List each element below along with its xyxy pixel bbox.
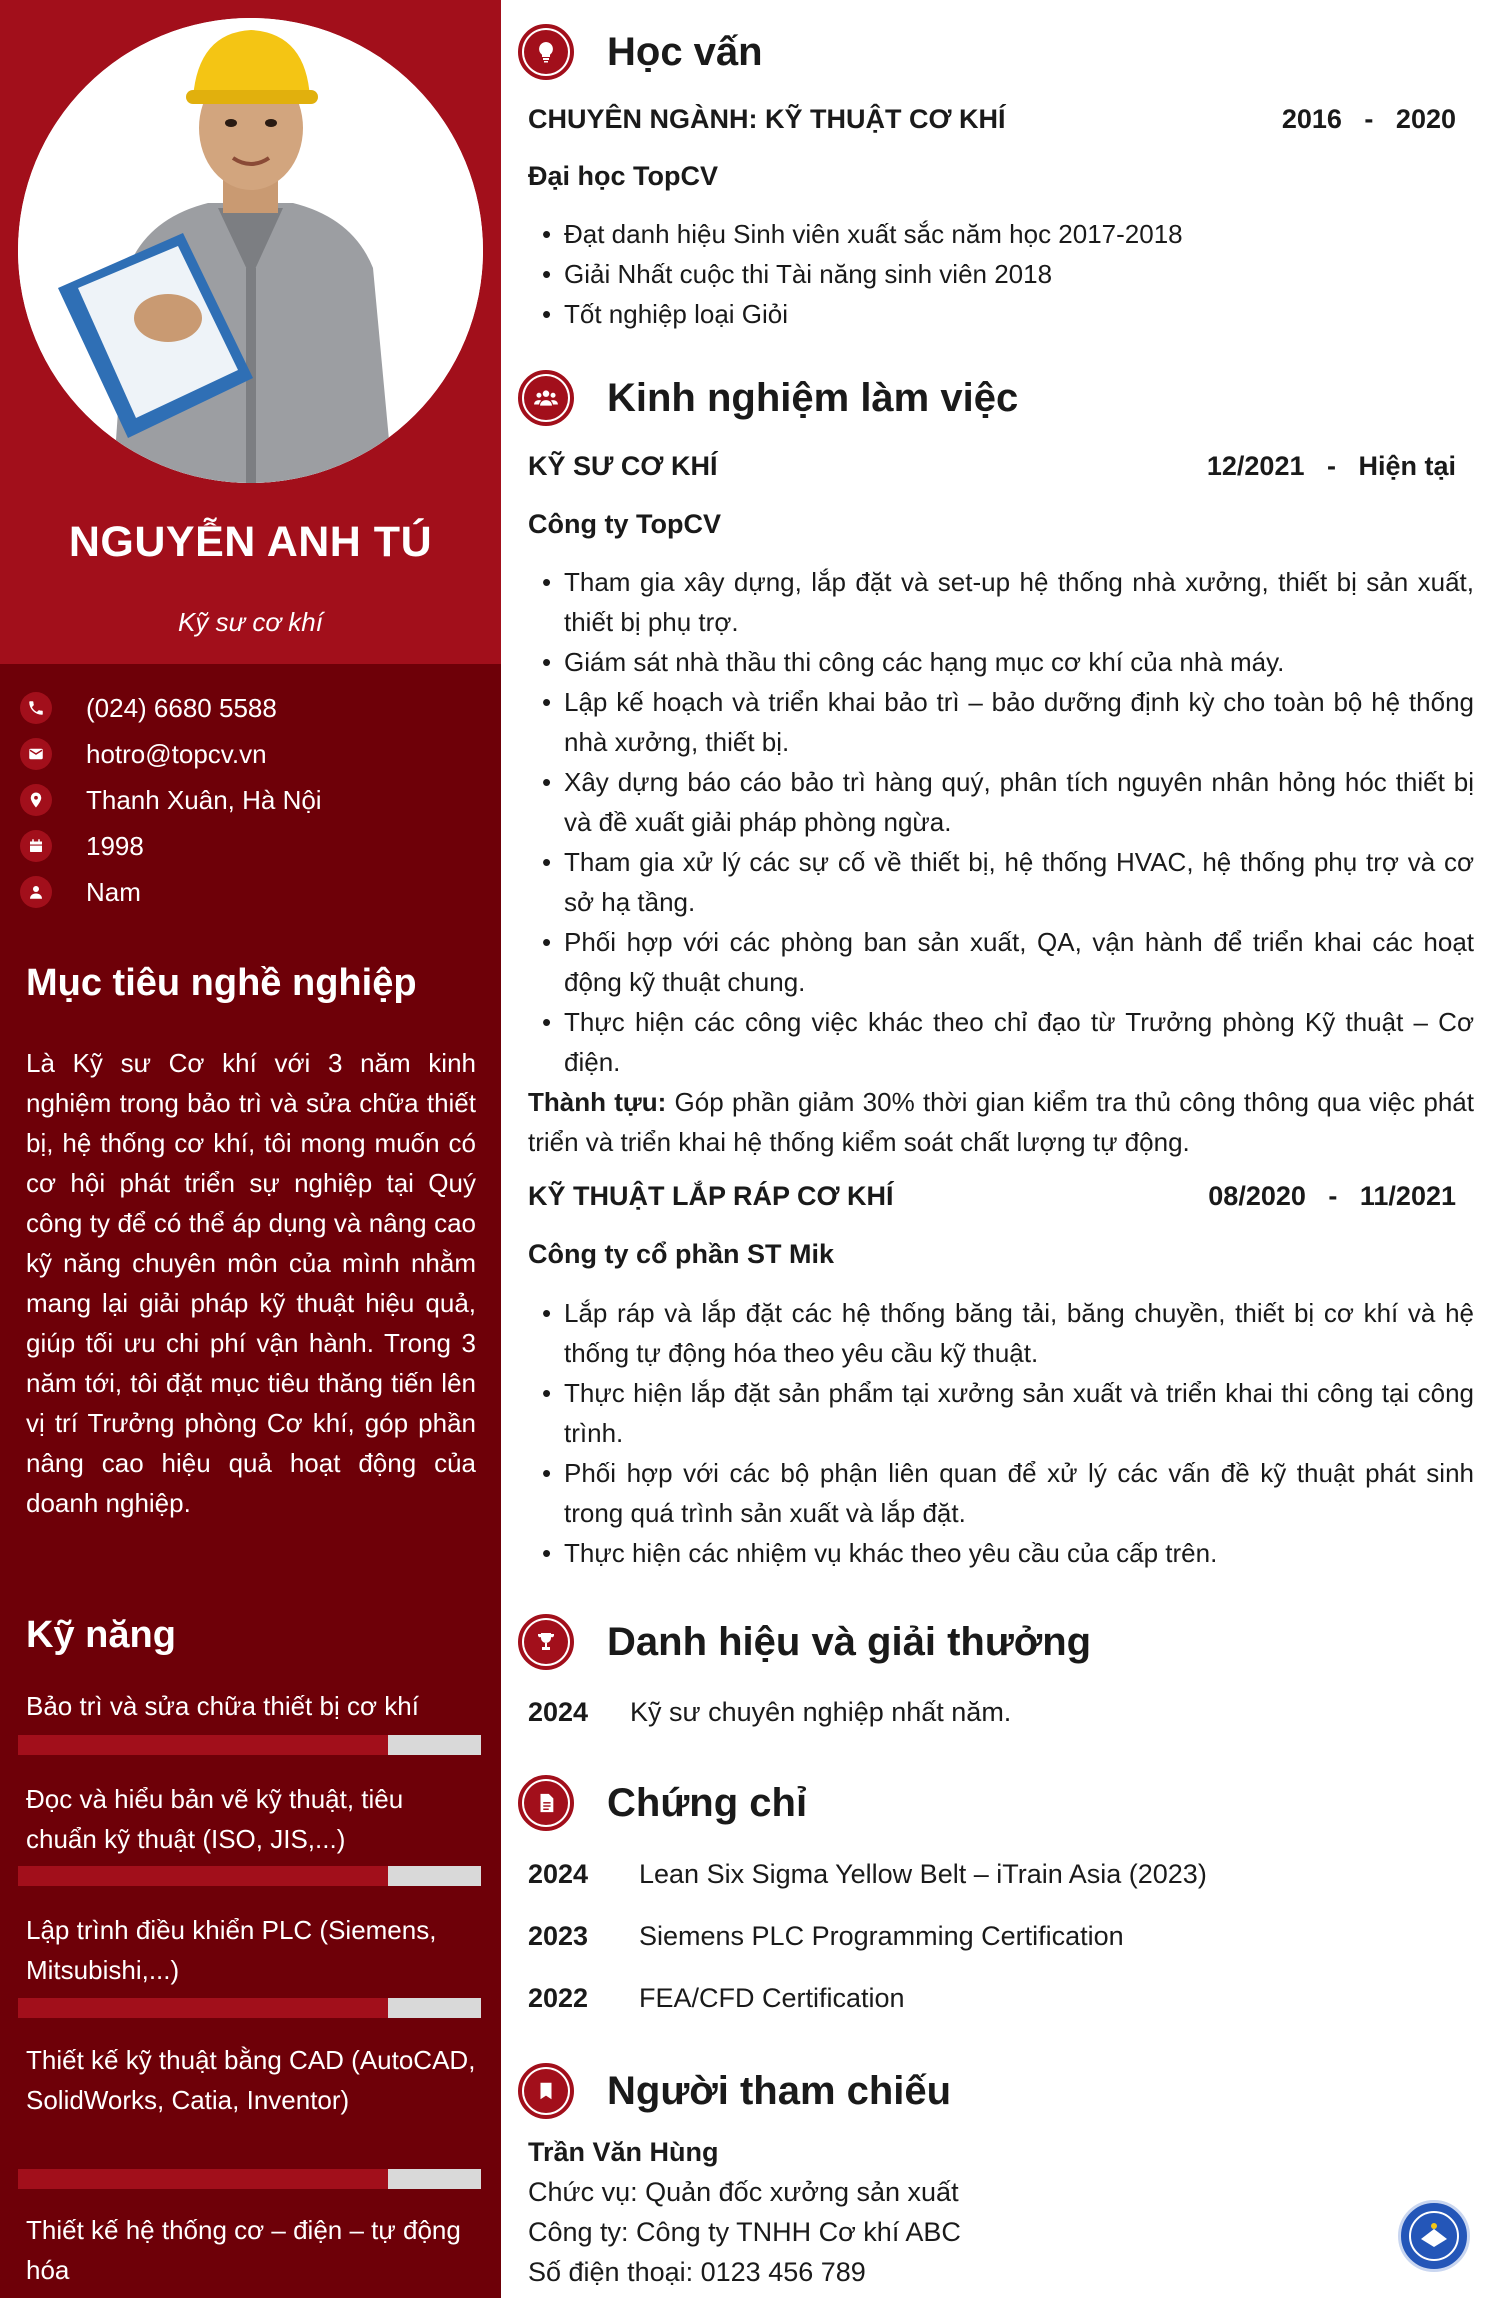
list-item: • Xây dựng báo cáo bảo trì hàng quý, phân tích nguyên nhân hỏng hóc thiết bị và đề xuất giải pháp phòng ngừa. xyxy=(540,762,1474,842)
education-school: Đại học TopCV xyxy=(528,161,719,191)
awards-heading: Danh hiệu và giải thưởng xyxy=(607,1620,1092,1664)
certificate-year: 2022 xyxy=(528,1983,589,2013)
awards-section-icon xyxy=(518,1614,574,1670)
list-item: • Phối hợp với các bộ phận liên quan để xử lý các vấn đề kỹ thuật phát sinh trong quá trình sản xuất và lắp đặt. xyxy=(540,1453,1474,1533)
objective-heading: Mục tiêu nghề nghiệp xyxy=(26,962,417,1004)
job-company: Công ty cổ phần ST Mik xyxy=(528,1239,835,1269)
skill-name: Bảo trì và sửa chữa thiết bị cơ khí xyxy=(26,1691,419,1721)
skill-level-bar xyxy=(18,2169,481,2189)
reference-name: Trần Văn Hùng xyxy=(528,2137,719,2167)
phone-icon xyxy=(20,692,52,724)
award-text: Kỹ sư chuyên nghiệp nhất năm. xyxy=(630,1697,1012,1727)
email-text: hotro@topcv.vn xyxy=(86,738,267,769)
list-item: • Giám sát nhà thầu thi công các hạng mục cơ khí của nhà máy. xyxy=(540,642,1474,682)
certificate-text: Lean Six Sigma Yellow Belt – iTrain Asia (2023) xyxy=(639,1859,1207,1889)
skill-level-bar xyxy=(18,1735,481,1755)
candidate-job-title: Kỹ sư cơ khí xyxy=(178,607,323,637)
education-bullets xyxy=(540,214,1474,334)
bookmark-icon xyxy=(524,2069,568,2113)
skill-name: Lập trình điều khiển PLC (Siemens, Mitsubishi,...) xyxy=(26,1915,437,1985)
skill-name: Đọc và hiểu bản vẽ kỹ thuật, tiêu chuẩn kỹ thuật (ISO, JIS,...) xyxy=(26,1784,404,1854)
reference-position: Chức vụ: Quản đốc xưởng sản xuất xyxy=(528,2177,959,2207)
user-icon xyxy=(20,876,52,908)
job-achievement xyxy=(528,1082,1474,1162)
phone-text: (024) 6680 5588 xyxy=(86,692,277,723)
engineer-photo xyxy=(18,18,483,483)
job-dates: 08/2020 - 11/2021 xyxy=(1208,1181,1456,1211)
birth-year-text: 1998 xyxy=(86,830,144,861)
skill-level-fill xyxy=(18,2169,388,2189)
experience-section-icon xyxy=(518,370,574,426)
contact-email xyxy=(20,736,267,772)
job-dates: 12/2021 - Hiện tại xyxy=(1206,451,1456,481)
education-major: CHUYÊN NGÀNH: KỸ THUẬT CƠ KHÍ xyxy=(528,104,1006,134)
list-item: • Tham gia xử lý các sự cố về thiết bị, hệ thống HVAC, hệ thống phụ trợ và cơ sở hạ tầng. xyxy=(540,842,1474,922)
skill-level-bar xyxy=(18,1866,481,1886)
avatar xyxy=(18,18,483,483)
list-item: • Tham gia xây dựng, lắp đặt và set-up hệ thống nhà xưởng, thiết bị sản xuất, thiết bị phụ trợ. xyxy=(540,562,1474,642)
list-item: • Đạt danh hiệu Sinh viên xuất sắc năm học 2017-2018 xyxy=(540,214,1474,254)
list-item: • Tốt nghiệp loại Giỏi xyxy=(540,294,1474,334)
team-icon xyxy=(524,376,568,420)
skill-level-fill xyxy=(18,1866,388,1886)
education-section-icon xyxy=(518,24,574,80)
skills-heading: Kỹ năng xyxy=(26,1614,176,1656)
education-dates: 2016 - 2020 xyxy=(1281,104,1456,134)
job-company: Công ty TopCV xyxy=(528,509,721,539)
experience-heading: Kinh nghiệm làm việc xyxy=(607,376,1019,420)
contact-address xyxy=(20,782,322,818)
gender-text: Nam xyxy=(86,876,141,907)
calendar-icon xyxy=(20,830,52,862)
candidate-name: NGUYỄN ANH TÚ xyxy=(68,518,433,566)
address-text: Thanh Xuân, Hà Nội xyxy=(86,784,322,815)
list-item: • Phối hợp với các phòng ban sản xuất, QA, vận hành để triển khai các hoạt động kỹ thuật chung. xyxy=(540,922,1474,1002)
job-bullets xyxy=(540,562,1474,1082)
list-item: • Lập kế hoạch và triển khai bảo trì – bảo dưỡng định kỳ cho toàn bộ hệ thống nhà xưởng, thiết bị. xyxy=(540,682,1474,762)
certificate-row xyxy=(528,1921,1124,1952)
sidebar xyxy=(0,0,501,2298)
achievement-text: Góp phần giảm 30% thời gian kiểm tra thủ công thông qua việc phát triển và triển khai hệ thống kiểm soát chất lượng tự động. xyxy=(528,1087,1474,1157)
list-item: • Thực hiện các nhiệm vụ khác theo yêu cầu của cấp trên. xyxy=(540,1533,1474,1573)
trophy-icon xyxy=(524,1620,568,1664)
certificate-row xyxy=(528,1983,905,2014)
job-bullets xyxy=(540,1293,1474,1573)
profile-header xyxy=(0,0,501,664)
certificate-text: Siemens PLC Programming Certification xyxy=(639,1921,1124,1951)
certificate-year: 2024 xyxy=(528,1859,589,1889)
achievement-label: Thành tựu: xyxy=(528,1087,667,1117)
award-year: 2024 xyxy=(528,1697,589,1727)
list-item: • Thực hiện các công việc khác theo chỉ đạo từ Trưởng phòng Kỹ thuật – Cơ điện. xyxy=(540,1002,1474,1082)
watermark-logo xyxy=(1398,2200,1470,2272)
skill-level-bar xyxy=(18,1998,481,2018)
certificate-row xyxy=(528,1859,1207,1890)
award-row xyxy=(528,1697,1011,1728)
education-heading: Học vấn xyxy=(607,30,763,74)
certificates-section-icon xyxy=(518,1775,574,1831)
skill-level-fill xyxy=(18,1998,388,2018)
references-section-icon xyxy=(518,2063,574,2119)
skill-level-fill xyxy=(18,1735,388,1755)
list-item: • Lắp ráp và lắp đặt các hệ thống băng tải, băng chuyền, thiết bị cơ khí và hệ thống tự động hóa theo yêu cầu kỹ thuật. xyxy=(540,1293,1474,1373)
reference-company: Công ty: Công ty TNHH Cơ khí ABC xyxy=(528,2217,961,2247)
document-icon xyxy=(524,1781,568,1825)
certificate-year: 2023 xyxy=(528,1921,589,1951)
references-heading: Người tham chiếu xyxy=(607,2069,952,2113)
reference-phone: Số điện thoại: 0123 456 789 xyxy=(528,2257,866,2287)
list-item: • Giải Nhất cuộc thi Tài năng sinh viên 2018 xyxy=(540,254,1474,294)
lightbulb-icon xyxy=(524,30,568,74)
contact-gender xyxy=(20,874,141,910)
certificate-text: FEA/CFD Certification xyxy=(639,1983,905,2013)
skill-name: Thiết kế kỹ thuật bằng CAD (AutoCAD, SolidWorks, Catia, Inventor) xyxy=(26,2045,476,2115)
job-role: KỸ THUẬT LẮP RÁP CƠ KHÍ xyxy=(528,1181,894,1211)
objective-text: Là Kỹ sư Cơ khí với 3 năm kinh nghiệm trong bảo trì và sửa chữa thiết bị, hệ thống cơ khí, tôi mong muốn có cơ hội phát triển sự nghiệp tại Quý công ty để có thể áp dụng và nâng cao kỹ năng chuyên môn của mình nhằm mang lại giải pháp kỹ thuật hiệu quả, giúp tối ưu chi phí vận hành. Trong 3 năm tới, tôi đặt mục tiêu thăng tiến lên vị trí Trưởng phòng Cơ khí, góp phần nâng cao hiệu quả hoạt động của doanh nghiệp. xyxy=(26,1048,476,1518)
list-item: • Thực hiện lắp đặt sản phẩm tại xưởng sản xuất và triển khai thi công tại công trình. xyxy=(540,1373,1474,1453)
contact-birth-year xyxy=(20,828,144,864)
certificates-heading: Chứng chỉ xyxy=(607,1781,808,1825)
contact-phone xyxy=(20,690,277,726)
location-icon xyxy=(20,784,52,816)
skill-name: Thiết kế hệ thống cơ – điện – tự động hóa xyxy=(26,2215,461,2285)
job-role: KỸ SƯ CƠ KHÍ xyxy=(528,451,718,481)
email-icon xyxy=(20,738,52,770)
